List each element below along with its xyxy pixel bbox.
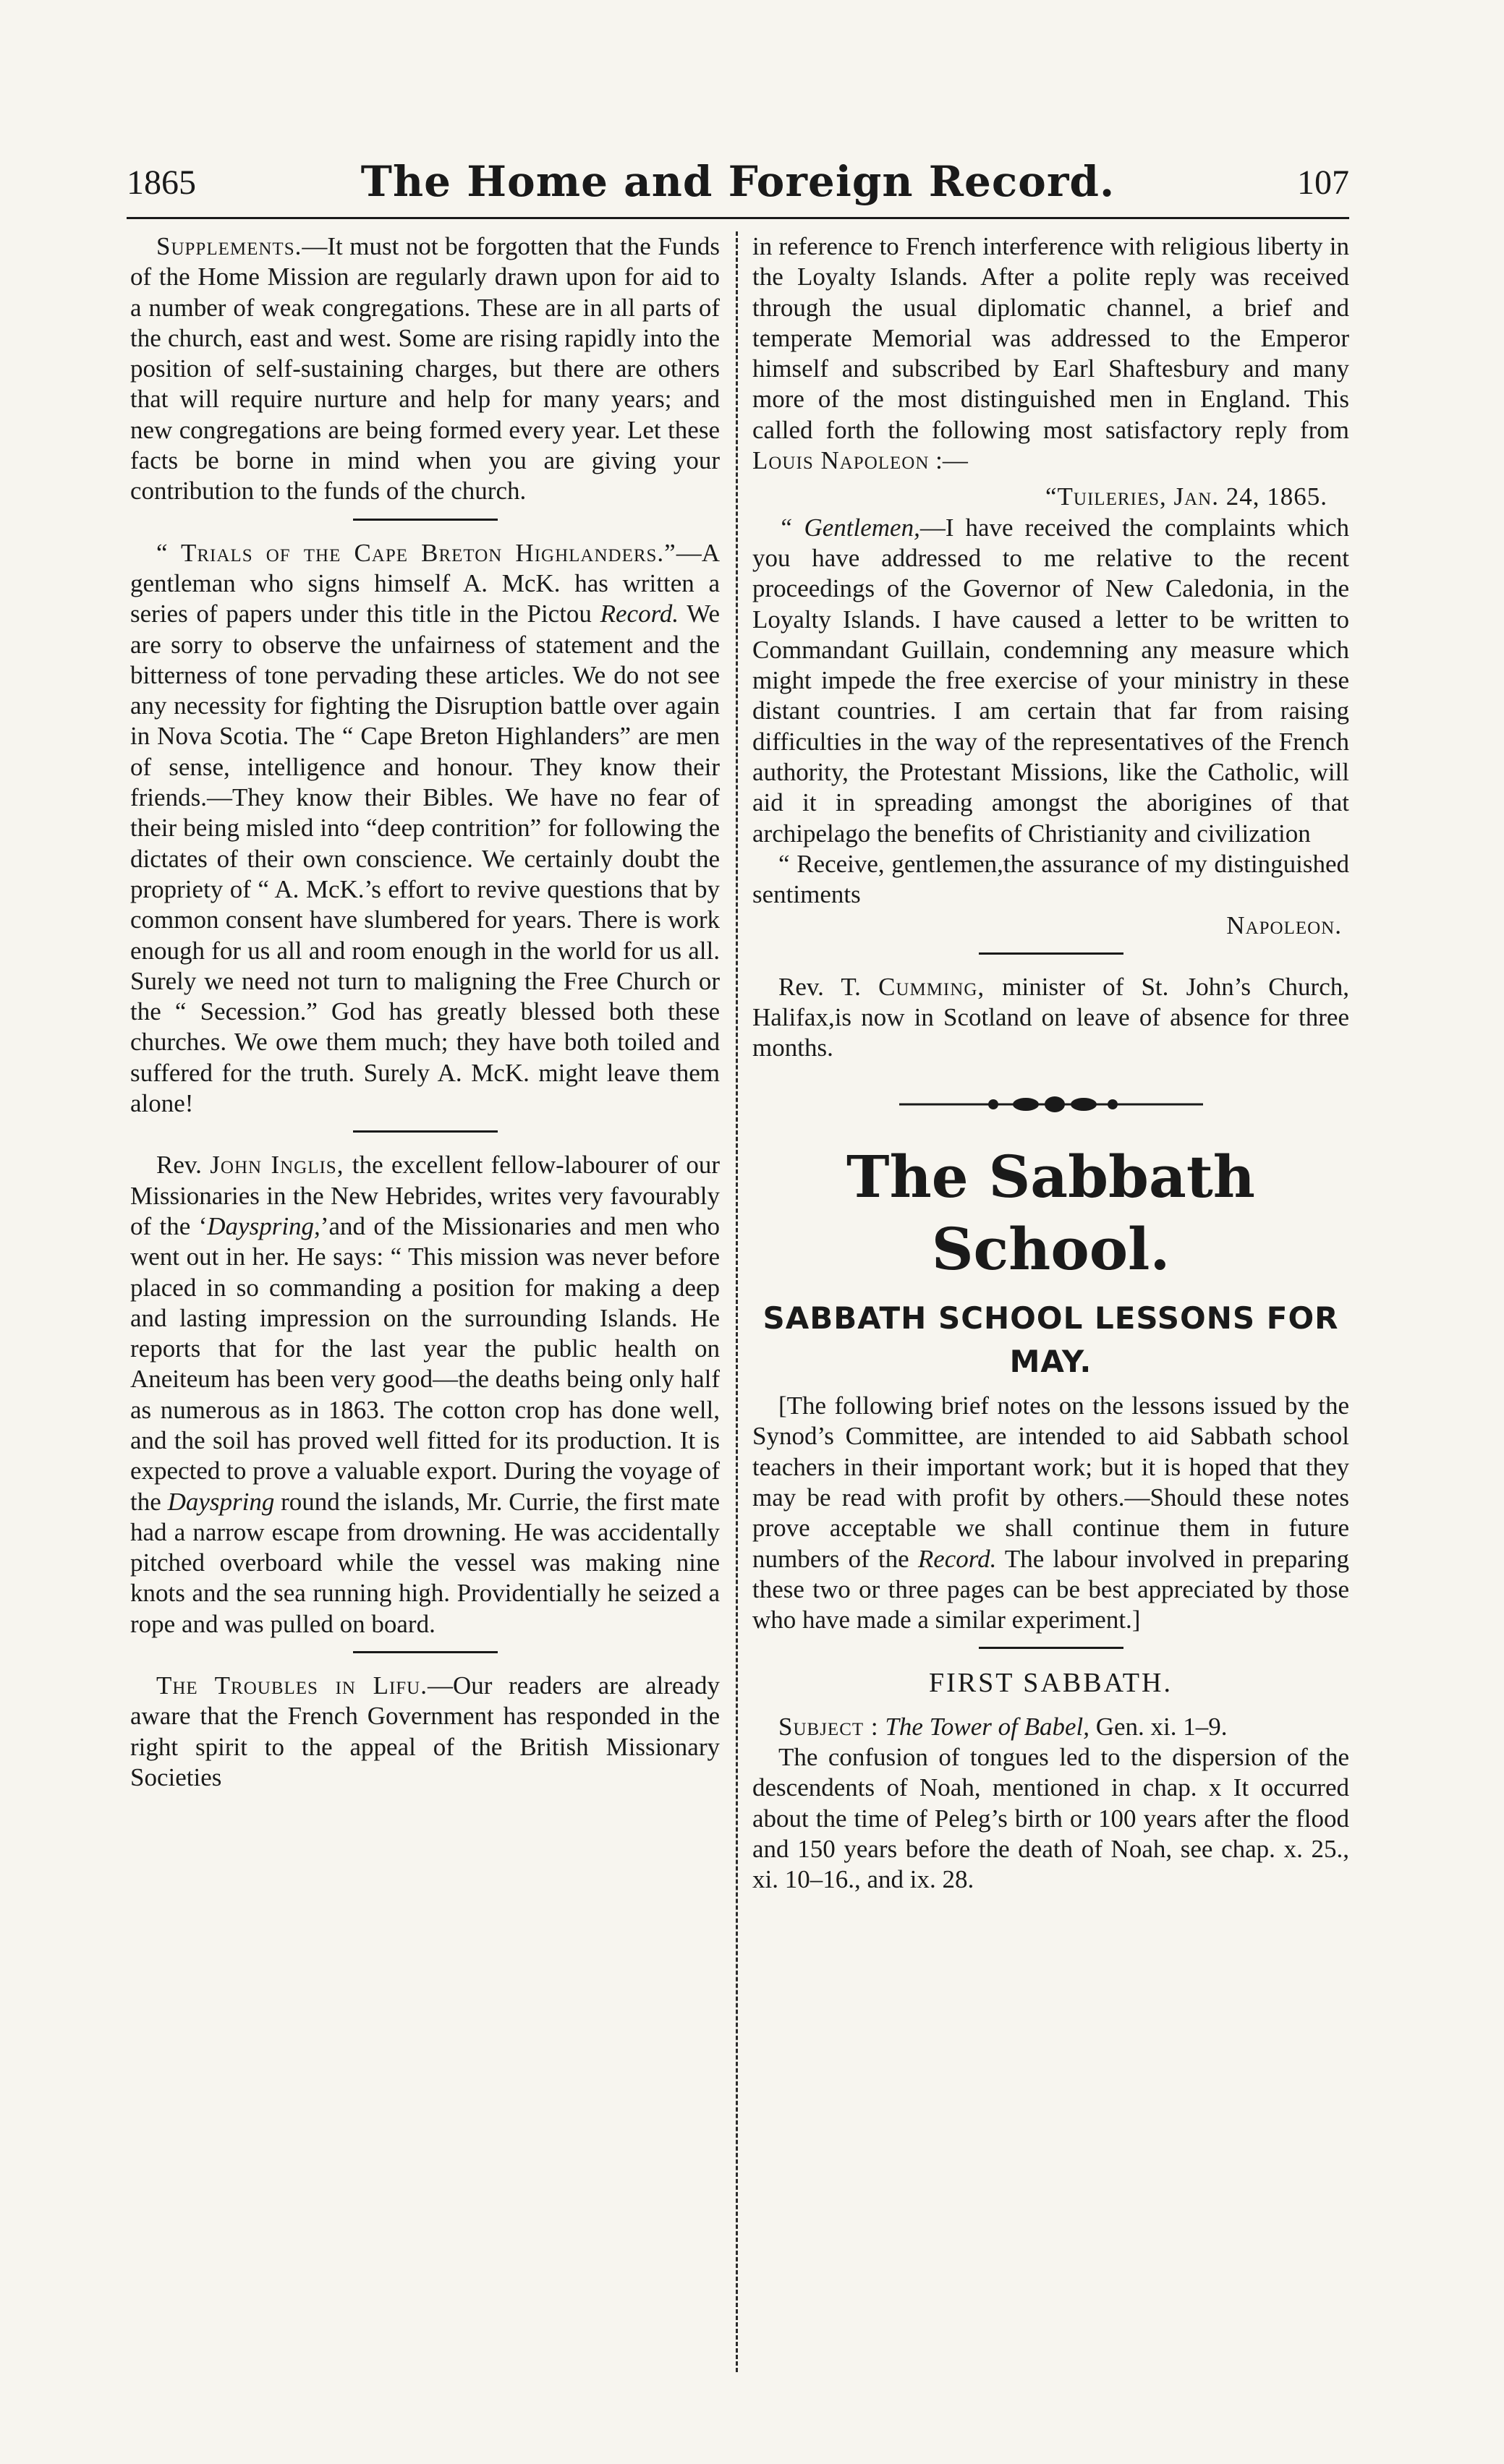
divider: [353, 519, 498, 521]
letter-date-text: “Tuileries, Jan. 24, 1865.: [1045, 482, 1327, 511]
inglis-dayspring: Dayspring,: [207, 1211, 320, 1240]
cumming-text: minister of St. John’s Church, Halifax,is now in Scotland on leave of absence for three months.: [752, 972, 1349, 1062]
subject-ref: Gen. xi. 1–9.: [1089, 1712, 1228, 1741]
divider: [353, 1130, 498, 1133]
trials-heading: “ Trials of the Cape Breton Highlanders.”: [156, 538, 676, 567]
lifu-cont-text: in reference to French interference with religious liberty in the Loyalty Islands. After a polite reply was received through the usual diplomatic channel, a brief and temperate Memorial was addressed to the Emperor himself and subscribed by Earl Shaftesbury and many more of the most distinguished men in England. This called forth the following most satisfactory reply from: [752, 232, 1349, 444]
supplements-text: —It must not be forgotten that the Funds of the Home Mission are regularly drawn upon for aid to a number of weak congregations. These are in all parts of the church, east and west. Some are rising rapidly into the position of self-sustaining charges, but there are others that will require nurture and help for many years; and new congregations are being formed every year. Let these facts be borne in mind when you are giving your contribution to the funds of the church.: [130, 232, 720, 506]
trials-paragraph: [130, 538, 720, 1120]
inglis-rev: Rev.: [156, 1151, 211, 1180]
column-separator: [736, 231, 738, 2372]
inglis-text: the excellent fellow-labourer of our Missionaries in the New Hebrides, writes very favourably of the ‘: [130, 1151, 721, 1240]
letter-body: [752, 513, 1349, 849]
cumming-rev: Rev. T.: [778, 972, 879, 1001]
trials-text: —A gentleman who signs himself A. McK. has written a series of papers under this title in the Pictou: [130, 538, 720, 628]
page-number: 107: [1297, 163, 1349, 202]
subject-line: [752, 1712, 1349, 1742]
header-rule: [127, 217, 1349, 219]
subject-label: Subject :: [778, 1712, 879, 1741]
inglis-paragraph: [130, 1150, 720, 1640]
trials-text-2: We are sorry to observe the unfairness of statement and the bitterness of tone pervading these articles. We do not see any necessity for fighting the Disruption battle over again in Nova Scotia. The “ Cape Breton Highlanders” are men of sense, intelligence and honour. They know their friends.—They know their Bibles. We have no fear of their being misled into “deep contrition” for following the dictates of their own conscience. We certainly doubt the propriety of “ A. McK.’s effort to revive questions that by common consent have slumbered for years. There is work enough for us all and room enough in the world for us all. Surely we need not turn to maligning the Free Church or the “ Secession.” God has greatly blessed both these churches. We owe them much; they have both toiled and suffered for the truth. Surely A. McK. might leave them alone!: [130, 600, 721, 1118]
notes-text: [The following brief notes on the lessons issued by the Synod’s Committee, are intended to aid Sabbath school teachers in their important work; but it is hoped that they may be read with profit by others.—Should these notes prove acceptable we shall continue them in future numbers of the: [752, 1391, 1349, 1573]
inglis-text-3: round the islands, Mr. Currie, the first mate had a narrow escape from drowning. He was accidentally pitched overboard while the vessel was making nine knots and the sea running high. Providentially he seized a rope and was pulled on board.: [130, 1487, 720, 1638]
letter-close: “ Receive, gentlemen,the assurance of my distinguished sentiments: [752, 849, 1349, 909]
divider: [353, 1651, 498, 1653]
letter-date: [752, 482, 1349, 512]
lifu-heading: The Troubles in Lifu.: [156, 1671, 428, 1700]
trials-record: Record.: [600, 600, 679, 628]
right-column: [752, 231, 1349, 1895]
lessons-title: SABBATH SCHOOL LESSONS FOR MAY.: [762, 1300, 1339, 1380]
journal-title: The Home and Foreign Record.: [360, 157, 1116, 206]
notes-text-2: The labour involved in preparing these two or three pages can be best appreciated by those who have made a similar experiment.]: [752, 1544, 1349, 1634]
notes-paragraph: [752, 1391, 1349, 1635]
letter-sign-text: Napoleon.: [1226, 911, 1342, 939]
left-column: [130, 231, 720, 1793]
ornament-icon: [899, 1094, 1203, 1115]
subject-title: The Tower of Babel,: [885, 1712, 1089, 1741]
final-paragraph: The confusion of tongues led to the dispersion of the descendents of Noah, mentioned in chap. x It occurred about the time of Peleg’s birth or 100 years after the flood and 150 years before the death of Noah, see chap. x. 25., xi. 10–16., and ix. 28.: [752, 1742, 1349, 1894]
lifu-text: —Our readers are already aware that the French Government has responded in the right spirit to the appeal of the British Missionary Societies: [130, 1671, 720, 1791]
letter-text: —I have received the complaints which you have addressed to me relative to the recent proceedings of the Governor of New Caledonia, in the Loyalty Islands. I have caused a letter to be written to Commandant Guillain, condemning any measure which might impede the free exercise of your ministry in these distant countries. I am certain that far from raising difficulties in the way of the representatives of the French authority, the Protestant Missions, like the Catholic, will aid it in spreading amongst the aborigines of that archipelago the benefits of Christianity and civilization: [752, 513, 1349, 848]
lifu-colon: :—: [929, 446, 968, 475]
ornament-divider: [752, 1093, 1349, 1123]
lifu-paragraph: [130, 1671, 720, 1793]
first-sabbath-heading: FIRST SABBATH.: [929, 1668, 1173, 1699]
supplements-paragraph: [130, 231, 720, 507]
page-header: [127, 157, 1349, 221]
notes-record: Record.: [917, 1544, 997, 1573]
letter-salute: “ Gentlemen,: [778, 513, 920, 542]
section-title: The Sabbath School.: [846, 1143, 1255, 1284]
inglis-name: John Inglis,: [210, 1151, 344, 1180]
page-year: 1865: [127, 163, 196, 202]
inglis-dayspring-2: Dayspring: [167, 1487, 275, 1516]
louis-napoleon: Louis Napoleon: [752, 446, 930, 475]
letter-signature: [752, 911, 1349, 941]
divider: [979, 1647, 1123, 1649]
inglis-text-2: ’and of the Missionaries and men who went out in her. He says: “ This mission was never before placed in so commanding a position for making a deep and lasting impression on the surrounding Islands. He reports that for the last year the public health on Aneiteum has been very good—the deaths being only half as numerous as in 1863. The cotton crop has done well, and the soil has proved well fitted for its production. It is expected to prove a valuable export. During the voyage of the: [130, 1211, 720, 1516]
lifu-continued: [752, 231, 1349, 476]
cumming-paragraph: [752, 972, 1349, 1064]
divider: [979, 952, 1123, 955]
supplements-heading: Supplements.: [156, 232, 302, 260]
cumming-name: Cumming,: [878, 972, 985, 1001]
